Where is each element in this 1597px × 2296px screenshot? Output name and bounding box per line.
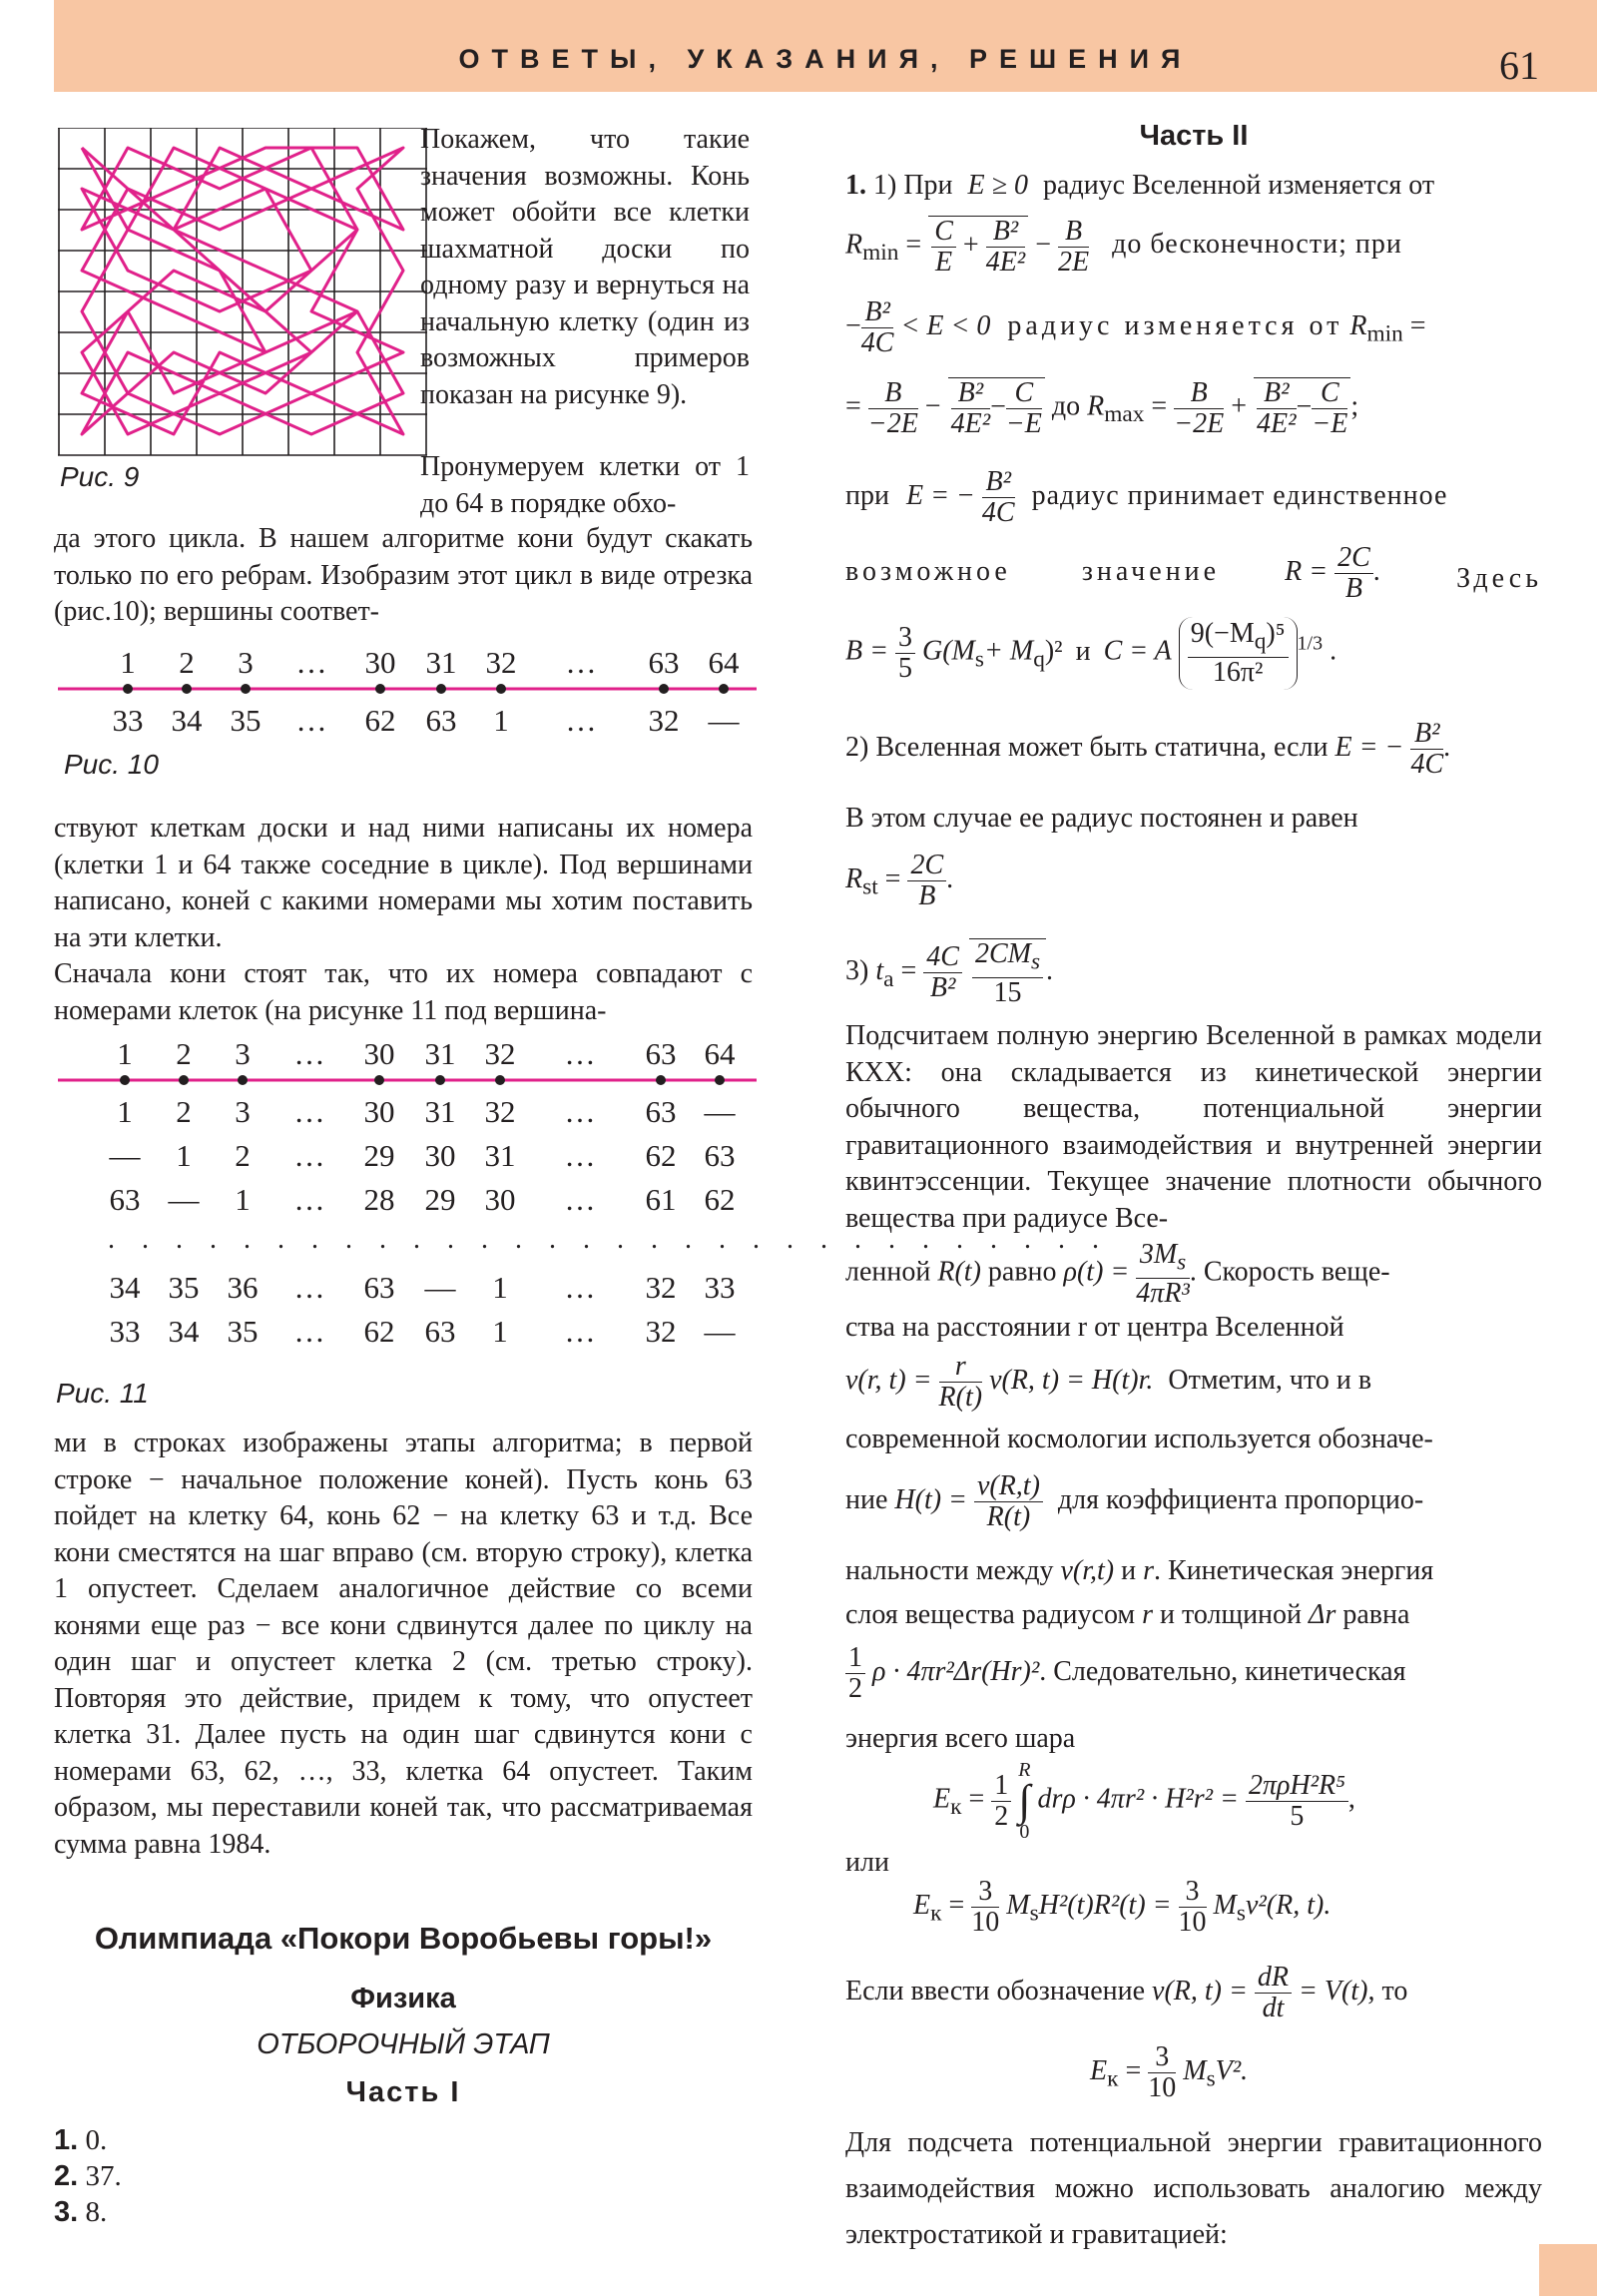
running-title: ОТВЕТЫ, УКАЗАНИЯ, РЕШЕНИЯ xyxy=(458,44,1193,74)
paragraph-4: ми в строках изображены этапы алгоритма; в первой строке − начальное положение коней). Пусть конь 63 пойдет на клетку 64, конь 62 − на клетку 63 и т.д. Все кони сместятся на шаг вправо (см. вторую строку), клетка 1 опустеет. Сделаем аналогичное действие со всеми конями еще раз − все кони сдвинутся далее по циклу на один шаг и опустеет клетка 2 (см. третью строку). Повторяя это действие, придем к тому, что опустеет клетка 31. Далее пусть на один шаг сдвинутся кони с номерами 63, 62, …, 33, клетка 64 опустеет. Таким образом, мы переставили коней так, что рассматриваемая сумма равна 1984. xyxy=(54,1428,753,1860)
line-value-r: возможное значение R = $\frac{2C}{B}$ . Здесь xyxy=(845,542,1542,604)
subject-heading: Физика xyxy=(350,1983,456,2014)
line-ta: 3) $t_a$ = $\frac{4C}{\text{B²}}$ $\frac{2CM_s}{15}$ . xyxy=(845,938,1054,1008)
line-rmin: $R_{min}$ = $\frac{C}{E}$ + $\frac{\text{B²}}{\text{4E²}}$ − $\frac{B}{2E}$ до бесконечности; при xyxy=(845,215,1402,278)
fig11-caption: Рис. 11 xyxy=(56,1378,149,1409)
corner-strip xyxy=(1539,2244,1597,2296)
potential-energy-paragraph: Для подсчета потенциальной энергии гравитационного взаимодействия можно использовать аналогию между электростатикой и гравитацией: xyxy=(845,2127,1542,2250)
fig10-caption: Рис. 10 xyxy=(64,749,159,780)
knight-tour-figure xyxy=(58,128,427,457)
line-radius-constant: В этом случае ее радиус постоянен и равен xyxy=(845,803,1358,834)
intro-paragraph: Покажем, что такие значения возможны. Конь может обойти все клетки шахматной доски по одному разу и вернуться на начальную клетку (один из возможных примеров показан на рисунке 9). xyxy=(420,124,750,410)
stage-heading: ОТБОРОЧНЫЙ ЭТАП xyxy=(257,2028,550,2060)
line-kinetic-layer: $\frac{1}{2}$ ρ · 4πr²Δr(Hr)². Следовательно, кинетическая xyxy=(845,1643,1406,1704)
answer-2: 2. 37. xyxy=(54,2160,122,2192)
line-1: 1. 1) При E ≥ 0 радиус Вселенной изменяется от xyxy=(845,170,1435,201)
fig10-segment xyxy=(58,679,759,699)
olympiad-title: Олимпиада «Покори Воробьевы горы!» xyxy=(94,1921,713,1956)
header-band xyxy=(54,0,1597,92)
line-define-v: Если ввести обозначение v(R, t) = $\frac{dR}{dt}$ = V(t), то xyxy=(845,1962,1408,2023)
line-hubble: ние H(t) = $\frac{v(R,t)}{R(t)}$ для коэффициента пропорцио- xyxy=(845,1470,1424,1532)
kinetic-integral: $E_к$ = $\frac{1}{2}$ R ∫ 0 drρ · 4πr² · H²r² = $\frac{\text{2πρH²R⁵}}{5}$ , xyxy=(933,1759,1355,1843)
line-cosmology: современной космологии используется обозначе- xyxy=(845,1424,1433,1454)
paragraph-2: ствуют клеткам доски и над ними написаны их номера (клетки 1 и 64 также соседние в цикле). Под вершинами написано, коней с какими номерами мы хотим поставить на эти клетки. xyxy=(54,813,753,953)
line-range-negative: − $\frac{\text{B²}}{4C}$ < E < 0 радиус изменяется от $R_{min}$ = xyxy=(845,296,1426,358)
line-static-universe: 2) Вселенная может быть статична, если E = − $\frac{\text{B²}}{4C}$ . xyxy=(845,718,1451,780)
fig11-segment xyxy=(58,1070,759,1090)
answer-1: 1. 0. xyxy=(54,2124,108,2156)
numbering-paragraph: Пронумеруем клетки от 1 до 64 в порядке обхо- xyxy=(420,451,750,519)
part1-answers xyxy=(54,2122,122,2230)
line-unique-value: при E = − $\frac{\text{B²}}{4C}$ радиус принимает единственное xyxy=(845,466,1448,528)
line-rst: $R_{st}$ = $\frac{2C}{B}$ . xyxy=(845,850,954,911)
part2-heading: Часть II xyxy=(1139,120,1249,152)
line-density: ленной R(t) равно ρ(t) = $\frac{3M_s}{\text{4πR³}}$ . Скорость веще- xyxy=(845,1239,1390,1309)
fig11-ellipsis-row: . . . . . . . . . . . . . . . . . . . . . . . . . . . . . . xyxy=(108,1224,1109,1255)
line-velocity-text: ства на расстоянии r от центра Вселенной xyxy=(845,1312,1344,1343)
line-b-c-definitions: B = $\frac{3}{5}$ $G(M_s+ M_q)^2$ и C = A $\frac{9(-M_q)^5}{\text{16π²}}$ $^{1/3}$ . xyxy=(845,618,1337,688)
line-velocity: v(r, t) = $\frac{r}{R(t)}$ v(R, t) = H(t)r. Отметим, что и в xyxy=(845,1351,1372,1413)
energy-paragraph: Подсчитаем полную энергию Вселенной в рамках модели КХХ: она складывается из кинетической энергии обычного вещества, потенциальной энергии гравитационного взаимодействия и внутренней энергии квинтэссенции. Текущее значение плотности обычного вещества при радиусе Все- xyxy=(845,1020,1542,1234)
part1-heading: Часть I xyxy=(345,2076,461,2108)
paragraph-3: Сначала кони стоят так, что их номера совпадают с номерами клеток (на рисунке 11 под вершина- xyxy=(54,958,753,1026)
line-rmax: = $\frac{B}{-2E}$ − $\frac{\text{B²}}{\text{4E²}}$ − $\frac{C}{-E}$ до $R_{max}$ = $\frac{B}{-2E}$ + $\frac{\text{B²}}{\text{4E²}}$ − $\frac{C}{-E}$ ; xyxy=(845,376,1359,439)
line-whole-ball: энергия всего шара xyxy=(845,1723,1076,1754)
line-proportionality: нальности между v(r,t) и r. Кинетическая энергия xyxy=(845,1555,1434,1586)
answer-3: 3. 8. xyxy=(54,2196,108,2228)
kinetic-energy-v: $E_к$ = $\frac{3}{10}$ $M_sV^2$. xyxy=(1090,2041,1249,2103)
page-number: 61 xyxy=(1499,43,1539,88)
line-layer: слоя вещества радиусом r и толщиной Δr равна xyxy=(845,1599,1410,1630)
paragraph-1: да этого цикла. В нашем алгоритме кони будут скакать только по его ребрам. Изобразим этот цикл в виде отрезка (рис.10); вершины соответ- xyxy=(54,523,753,627)
kinetic-energy-alt: $E_к$ = $\frac{3}{10}$ $M_sH^2(t)R^2(t)$ = $\frac{3}{10}$ $M_sv^2(R$, t). xyxy=(913,1876,1331,1938)
line-or: или xyxy=(845,1847,889,1878)
fig9-caption: Рис. 9 xyxy=(60,461,140,492)
